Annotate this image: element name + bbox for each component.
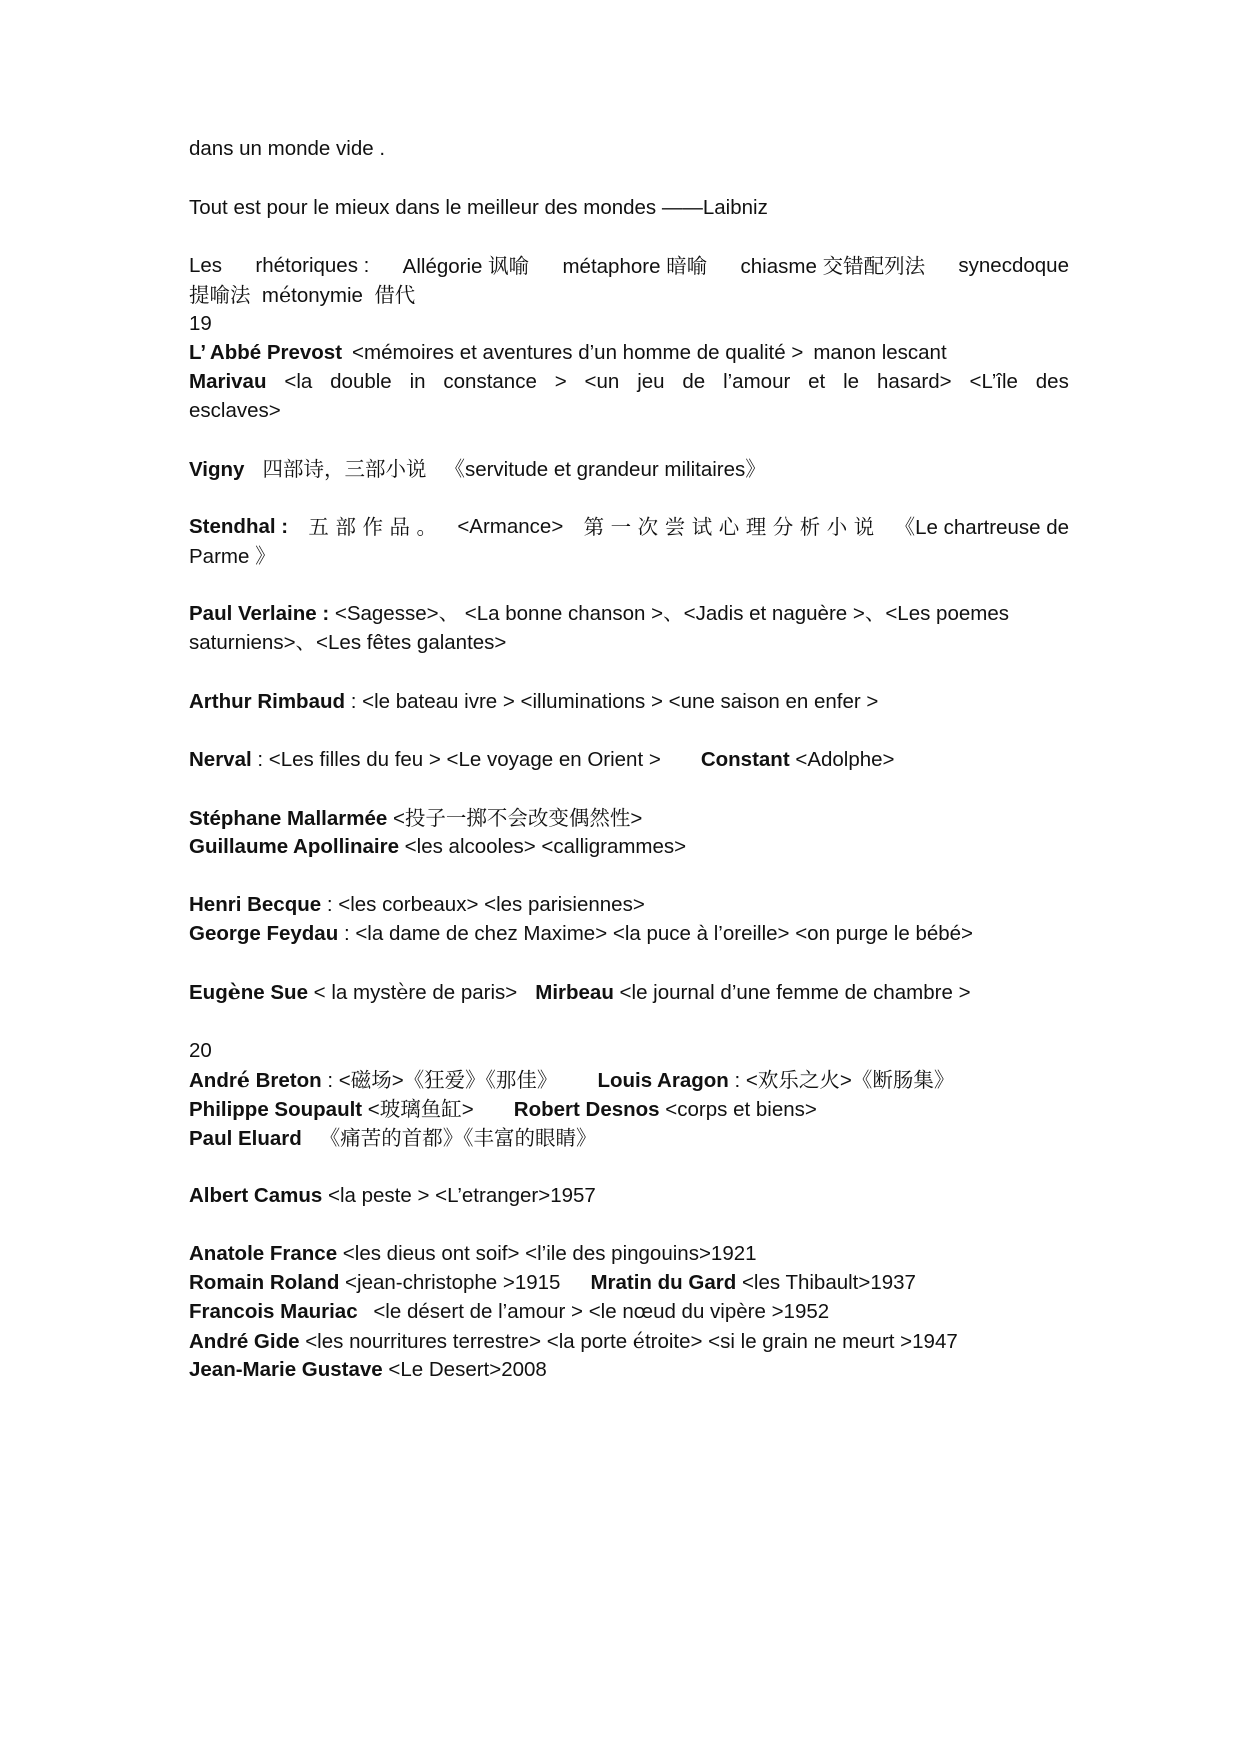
entry-verlaine: Paul Verlaine : <Sagesse>、 <La bonne chanson >、<Jadis et naguère >、<Les poemes <box>189 602 1009 625</box>
entry-rimbaud: Arthur Rimbaud : <le bateau ivre > <illuminations > <une saison en enfer > <box>189 690 879 713</box>
term: chiasme 交错配列法 <box>740 254 926 278</box>
term: métaphore 暗喻 <box>562 254 708 278</box>
section-number: 20 <box>189 1039 212 1062</box>
word: Les <box>189 254 223 277</box>
entry-mauriac: Francois Mauriac <le désert de l’amour > <le nœud du vipère >1952 <box>189 1300 830 1323</box>
entry-eluard: Paul Eluard 《痛苦的首都》《丰富的眼睛》 <box>189 1126 597 1150</box>
term: synecdoque <box>958 254 1069 277</box>
entry-rolland: Romain Roland <jean-christophe >1915 Mratin du Gard <les Thibault>1937 <box>189 1271 916 1294</box>
section-number: 19 <box>189 312 212 335</box>
entry-marivau-cont: esclaves> <box>189 399 281 422</box>
entry-mallarme: Stéphane Mallarmée <投子一掷不会改变偶然性> <box>189 806 643 830</box>
rhetoric-line-cont: 提喻法 métonymie 借代 <box>189 283 416 307</box>
rhetoric-line <box>189 254 1069 279</box>
text-line: dans un monde vide . <box>189 137 386 160</box>
entry-stendhal-cont: Parme 》 <box>189 544 276 568</box>
term: Allégorie 讽喻 <box>402 254 530 278</box>
entry-stendhal: Stendhal : 五 部 作 品 。 <Armance> 第 一 次 尝 试 心 理 分 析 小 说 《Le chartreuse de <box>189 515 1069 539</box>
entry-soupault: Philippe Soupault <玻璃鱼缸> Robert Desnos <corps et biens> <box>189 1097 817 1121</box>
entry-nerval: Nerval : <Les filles du feu > <Le voyage en Orient > Constant <Adolphe> <box>189 748 895 771</box>
entry-feydau: George Feydau : <la dame de chez Maxime> <la puce à l’oreille> <on purge le bébé> <box>189 922 974 945</box>
entry-france: Anatole France <les dieus ont soif> <l’ile des pingouins>1921 <box>189 1242 757 1265</box>
entry-verlaine-cont: saturniens>、<Les fêtes galantes> <box>189 631 507 654</box>
entry-camus: Albert Camus <la peste > <L’etranger>1957 <box>189 1184 596 1207</box>
entry-apollinaire: Guillaume Apollinaire <les alcooles> <calligrammes> <box>189 835 687 858</box>
entry-prevost: L’ Abbé Prevost <mémoires et aventures d’un homme de qualité > manon lescant <box>189 341 947 364</box>
entry-sue: Eugène Sue < la mystère de paris> Mirbeau <le journal d’une femme de chambre > <box>189 980 971 1004</box>
entry-gide: André Gide <les nourritures terrestre> <la porte étroite> <si le grain ne meurt >1947 <box>189 1329 958 1353</box>
entry-gustave: Jean-Marie Gustave <Le Desert>2008 <box>189 1358 547 1381</box>
entry-becque: Henri Becque : <les corbeaux> <les parisiennes> <box>189 893 645 916</box>
leibniz-quote: Tout est pour le mieux dans le meilleur des mondes ——Laibniz <box>189 196 768 219</box>
word: rhétoriques : <box>255 254 370 277</box>
entry-marivau: Marivau <la double in constance > <un jeu de l’amour et le hasard> <L’île des <box>189 370 1069 393</box>
entry-vigny: Vigny 四部诗，三部小说 《servitude et grandeur militaires》 <box>189 457 766 481</box>
entry-breton: André Breton : <磁场>《狂爱》《那佳》 Louis Aragon : <欢乐之火>《断肠集》 <box>189 1068 955 1092</box>
